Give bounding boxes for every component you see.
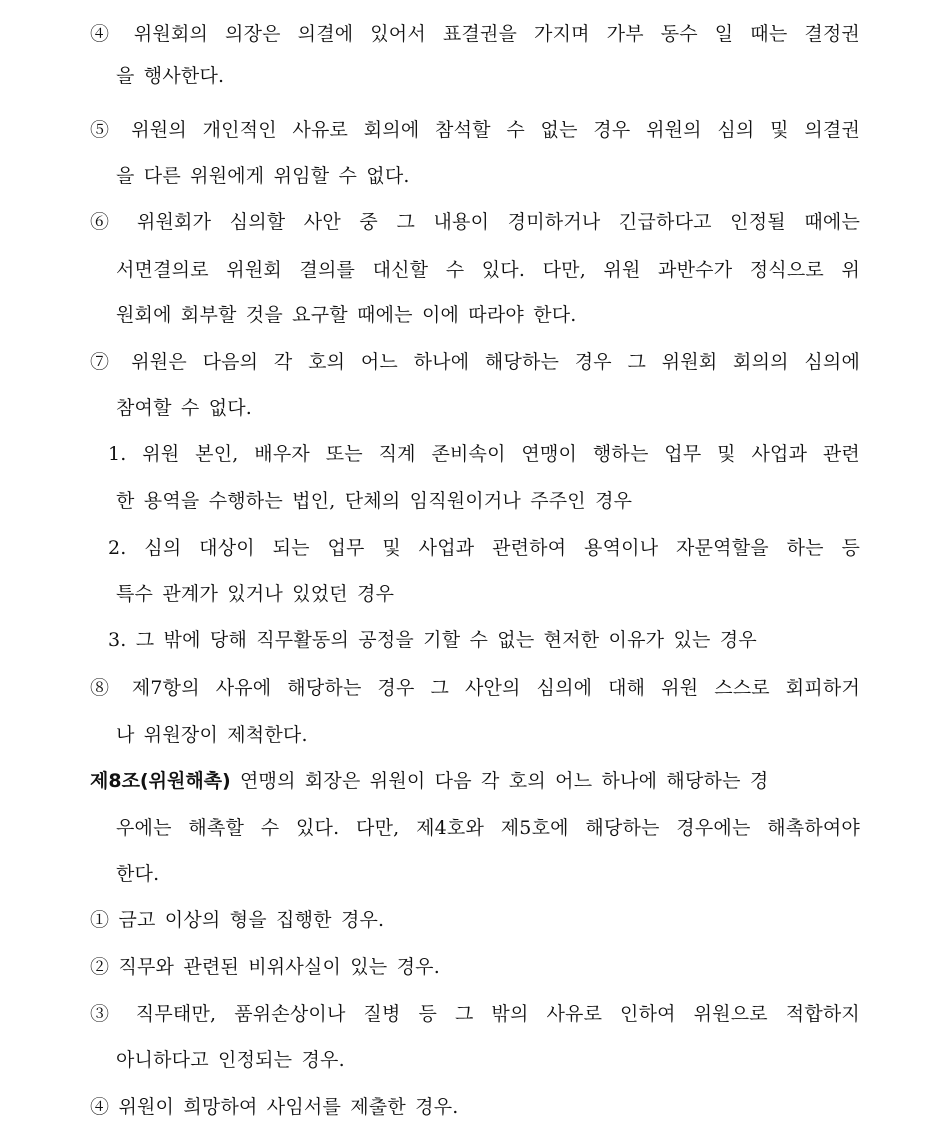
clause-3-line-1: ③ 직무태만, 품위손상이나 질병 등 그 밖의 사유로 인하여 위원으로 적합하지	[90, 1003, 860, 1025]
paragraph-8-line-1: ⑧ 제7항의 사유에 해당하는 경우 그 사안의 심의에 대해 위원 스스로 회피하거	[90, 677, 860, 699]
article-8-heading: 제8조(위원해촉)	[90, 770, 231, 792]
item-1-line-2: 한 용역을 수행하는 법인, 단체의 임직원이거나 주주인 경우	[116, 490, 633, 512]
item-1-line-1: 1. 위원 본인, 배우자 또는 직계 존비속이 연맹이 행하는 업무 및 사업과 관련	[108, 443, 860, 465]
clause-1-line-1: ① 금고 이상의 형을 집행한 경우.	[90, 909, 385, 931]
item-2-line-2: 특수 관계가 있거나 있었던 경우	[116, 583, 395, 605]
paragraph-8-line-2: 나 위원장이 제척한다.	[116, 724, 308, 746]
article-8-line-1	[90, 769, 860, 793]
paragraph-4-line-1: ④ 위원회의 의장은 의결에 있어서 표결권을 가지며 가부 동수 일 때는 결정권	[90, 23, 860, 45]
item-2-line-1: 2. 심의 대상이 되는 업무 및 사업과 관련하여 용역이나 자문역할을 하는 등	[108, 537, 860, 559]
paragraph-4-line-2: 을 행사한다.	[116, 65, 225, 87]
item-3-line-1: 3. 그 밖에 당해 직무활동의 공정을 기할 수 없는 현저한 이유가 있는 경우	[108, 629, 757, 651]
clause-2-line-1: ② 직무와 관련된 비위사실이 있는 경우.	[90, 956, 440, 978]
clause-4-line-1: ④ 위원이 희망하여 사임서를 제출한 경우.	[90, 1096, 459, 1118]
article-8-line-3: 한다.	[116, 863, 160, 885]
paragraph-6-line-3: 원회에 회부할 것을 요구할 때에는 이에 따라야 한다.	[116, 304, 577, 326]
paragraph-7-line-2: 참여할 수 없다.	[116, 397, 253, 419]
paragraph-5-line-2: 을 다른 위원에게 위임할 수 없다.	[116, 165, 410, 187]
paragraph-5-line-1: ⑤ 위원의 개인적인 사유로 회의에 참석할 수 없는 경우 위원의 심의 및 의결권	[90, 119, 860, 141]
paragraph-6-line-1: ⑥ 위원회가 심의할 사안 중 그 내용이 경미하거나 긴급하다고 인정될 때에는	[90, 211, 860, 233]
article-8-line-2: 우에는 해촉할 수 있다. 다만, 제4호와 제5호에 해당하는 경우에는 해촉하여야	[116, 817, 860, 839]
paragraph-7-line-1: ⑦ 위원은 다음의 각 호의 어느 하나에 해당하는 경우 그 위원회 회의의 심의에	[90, 351, 860, 373]
clause-3-line-2: 아니하다고 인정되는 경우.	[116, 1049, 345, 1071]
article-8-text: 연맹의 회장은 위원이 다음 각 호의 어느 하나에 해당하는 경	[230, 770, 769, 792]
paragraph-6-line-2: 서면결의로 위원회 결의를 대신할 수 있다. 다만, 위원 과반수가 정식으로 위	[116, 259, 860, 281]
